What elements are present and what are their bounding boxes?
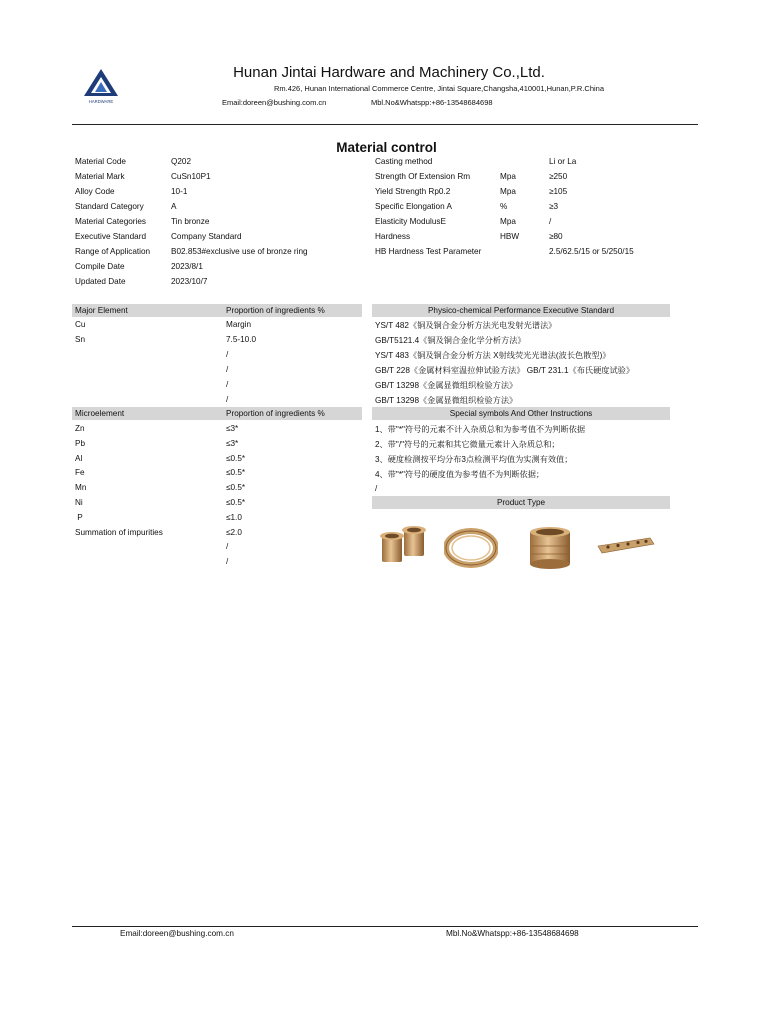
- header-divider: [72, 124, 698, 125]
- property-unit: HBW: [500, 232, 520, 241]
- element-proportion: /: [226, 350, 229, 359]
- standard-item: GB/T 13298《金属显微组织检验方法》: [375, 396, 518, 405]
- instruction-item: 3、硬度检测按平均分布3点检测平均值为实测有效值；: [375, 455, 573, 464]
- info-label: Range of Application: [75, 247, 151, 256]
- standards-header: [372, 304, 670, 317]
- microelement-proportion: ≤0.5*: [226, 483, 246, 493]
- instruction-item: 1、带"*"符号的元素不计入杂质总和为参考值不为判断依据: [375, 425, 586, 434]
- microelement-proportion: ≤2.0: [226, 527, 242, 537]
- product-type-header: [372, 496, 670, 509]
- major-element-header: [72, 304, 362, 317]
- bronze-slide-plate-icon: [596, 534, 656, 558]
- microelement-proportion: ≤3*: [226, 424, 239, 433]
- microelement-proportion: ≤3*: [226, 438, 239, 448]
- standards-header-label: Physico-chemical Performance Executive Standard: [427, 306, 615, 315]
- microelement-name: Al: [75, 453, 83, 463]
- info-value: 2023/8/1: [171, 262, 203, 271]
- property-value: Li or La: [549, 157, 577, 166]
- footer-phone: Mbl.No&Whatspp:+86-13548684698: [446, 929, 579, 938]
- info-label: Material Code: [75, 157, 126, 166]
- info-label: Compile Date: [75, 262, 125, 271]
- company-address: Rm.426, Hunan International Commerce Centre, Jintai Square,Changsha,410001,Hunan,P.R.China: [273, 84, 605, 93]
- microelement-name: Ni: [75, 498, 83, 507]
- property-value: /: [549, 217, 552, 226]
- element-proportion: /: [226, 380, 229, 389]
- standard-item: GB/T 228《金属材料室温拉伸试验方法》 GB/T 231.1《布氏硬度试验》: [375, 366, 635, 375]
- bronze-ring-icon: [444, 528, 498, 568]
- property-unit: Mpa: [500, 172, 516, 181]
- property-value: ≥3: [549, 202, 559, 211]
- microelement-proportion: ≤0.5*: [226, 468, 246, 478]
- instruction-item: 2、带"/"符号的元素和其它微量元素计入杂质总和；: [375, 440, 560, 449]
- special-header: [372, 407, 670, 420]
- info-label: Standard Category: [75, 202, 144, 211]
- header-phone: Mbl.No&Whatspp:+86-13548684698: [371, 98, 493, 107]
- instruction-item: 4、带"*"符号的硬度值为参考值不为判断依据；: [375, 470, 545, 479]
- element-proportion: Margin: [226, 320, 252, 329]
- microelement-proportion: /: [226, 557, 229, 567]
- info-value: Tin bronze: [171, 217, 210, 226]
- property-value: ≥105: [549, 187, 568, 196]
- microelement-proportion: ≤0.5*: [226, 453, 246, 463]
- info-value: Company Standard: [171, 232, 242, 241]
- element-name: Sn: [75, 335, 86, 344]
- flanged-bushings-icon: [376, 524, 432, 566]
- element-proportion: /: [226, 395, 229, 404]
- element-name: Cu: [75, 320, 86, 329]
- info-label: Material Categories: [75, 217, 146, 226]
- standard-item: GB/T5121.4《铜及铜合金化学分析方法》: [375, 336, 526, 345]
- standard-item: YS/T 483《铜及铜合金分析方法 X射线荧光光谱法(波长色散型)》: [375, 351, 611, 360]
- info-value: 2023/10/7: [171, 277, 208, 286]
- microelement-header-label: Microelement: [75, 409, 125, 418]
- info-label: Updated Date: [75, 277, 126, 286]
- microelement-name: Zn: [75, 424, 85, 433]
- info-label: Alloy Code: [75, 187, 115, 196]
- major-element-header-label: Major Element: [75, 306, 128, 315]
- microelement-header: [72, 407, 362, 420]
- property-label: Hardness: [375, 232, 411, 241]
- product-type-header-label: Product Type: [496, 498, 546, 507]
- property-value: 2.5/62.5/15 or 5/250/15: [549, 247, 634, 256]
- element-proportion: 7.5-10.0: [226, 335, 257, 344]
- microelement-proportion: /: [226, 542, 229, 552]
- microelement-name: Summation of impurities: [75, 527, 163, 537]
- property-label: Elasticity ModulusE: [375, 217, 446, 226]
- property-label: Casting method: [375, 157, 433, 166]
- special-header-label: Special symbols And Other Instructions: [449, 409, 593, 418]
- standard-item: GB/T 13298《金属显微组织检验方法》: [375, 381, 518, 390]
- instruction-item: /: [375, 484, 378, 493]
- property-value: ≥250: [549, 172, 568, 181]
- company-name: Hunan Jintai Hardware and Machinery Co.,Ltd.: [233, 64, 545, 81]
- microelement-name: Mn: [75, 483, 87, 493]
- microelement-name: P: [75, 512, 83, 522]
- header-email: Email:doreen@bushing.com.cn: [222, 98, 327, 107]
- microelement-proportion: ≤1.0: [226, 512, 242, 522]
- property-label: Strength Of Extension Rm: [375, 172, 471, 181]
- element-proportion: /: [226, 365, 229, 374]
- microelement-proportion: ≤0.5*: [226, 498, 246, 507]
- footer-email: Email:doreen@bushing.com.cn: [120, 929, 234, 938]
- property-label: HB Hardness Test Parameter: [375, 247, 482, 256]
- property-value: ≥80: [549, 232, 563, 241]
- logo-text: HARDWARE: [88, 99, 114, 104]
- major-proportion-header-label: Proportion of ingredients %: [226, 306, 325, 315]
- microelement-name: Fe: [75, 468, 85, 478]
- page-title: Material control: [336, 140, 437, 155]
- property-unit: Mpa: [500, 187, 516, 196]
- standard-item: YS/T 482《铜及铜合金分析方法光电发射光谱法》: [375, 321, 557, 330]
- property-label: Yield Strength Rp0.2: [375, 187, 451, 196]
- microelement-name: Pb: [75, 438, 86, 448]
- info-value: B02.853#exclusive use of bronze ring: [171, 247, 308, 256]
- property-unit: Mpa: [500, 217, 516, 226]
- property-unit: %: [500, 202, 508, 211]
- bronze-sleeve-icon: [526, 524, 574, 570]
- info-value: Q202: [171, 157, 192, 166]
- info-label: Material Mark: [75, 172, 125, 181]
- info-value: A: [171, 202, 177, 211]
- property-label: Specific Elongation A: [375, 202, 452, 211]
- info-label: Executive Standard: [75, 232, 147, 241]
- info-value: CuSn10P1: [171, 172, 211, 181]
- info-value: 10-1: [171, 187, 188, 196]
- micro-proportion-header-label: Proportion of ingredients %: [226, 409, 325, 418]
- footer-divider: [72, 926, 698, 927]
